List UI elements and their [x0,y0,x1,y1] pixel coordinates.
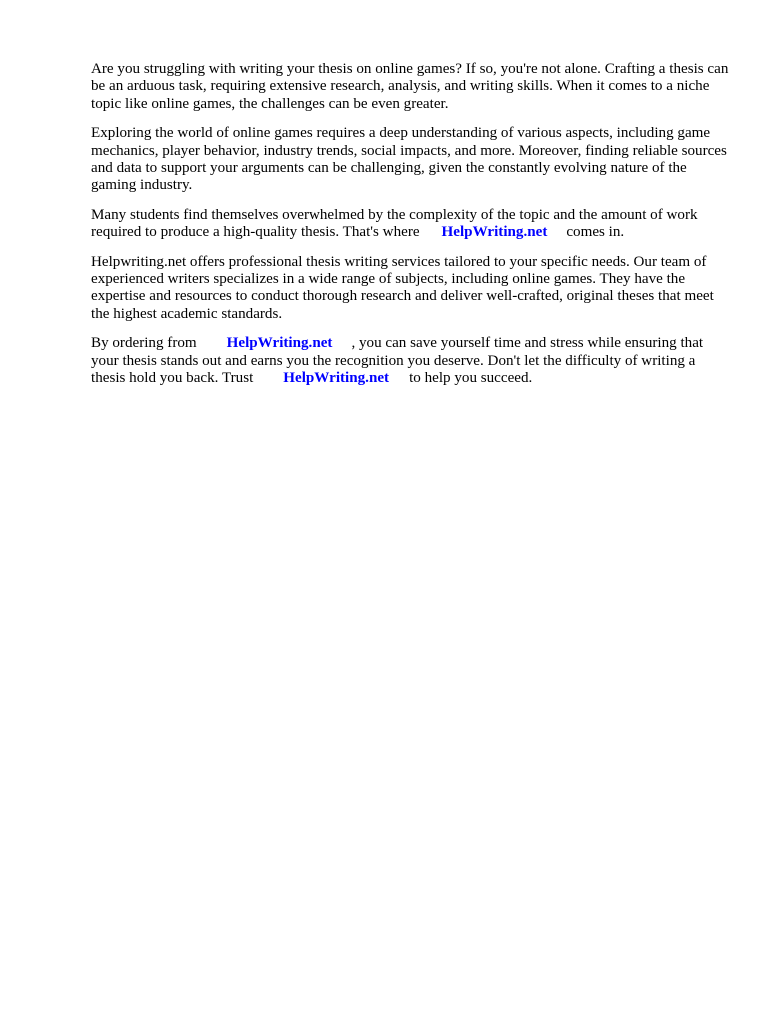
helpwriting-link[interactable]: HelpWriting.net [441,224,548,241]
document-body [91,61,731,400]
paragraph-exploring-text: Exploring the world of online games requires a deep understanding of various aspects, including game mechanics, player behavior, industry trends, social impacts, and more. Moreover, finding reliable sources and data to support your arguments can be challenging, given the constantly evolving nature of the gaming industry. [91,125,727,194]
paragraph-students-tail: comes in. [566,224,625,241]
paragraph-ordering [91,335,731,387]
paragraph-students [91,207,731,242]
paragraph-intro [91,61,731,113]
paragraph-ordering-middle: , you can save yourself time and stress while ensuring that your thesis stands out and earns you the recognition you deserve. Don't let the difficulty of writing a thesis hold you back. Trust [91,335,704,387]
paragraph-exploring [91,125,731,195]
paragraph-services-text: Helpwriting.net offers professional thesis writing services tailored to your specific needs. Our team of experienced writers specializes in a wide range of subjects, including online games. They have the expertise and resources to conduct thorough research and deliver well-crafted, original theses that meet the highest academic standards. [91,253,714,322]
helpwriting-link[interactable]: HelpWriting.net [283,370,390,387]
paragraph-services [91,254,731,324]
paragraph-students-text: Many students find themselves overwhelmed by the complexity of the topic and the amount of work required to produce a high-quality thesis. That's where [91,206,698,241]
paragraph-intro-text: Are you struggling with writing your thesis on online games? If so, you're not alone. Crafting a thesis can be an arduous task, requiring extensive research, analysis, and writing skills. When it comes to a niche topic like online games, the challenges can be even greater. [91,61,729,112]
helpwriting-link[interactable]: HelpWriting.net [226,335,333,352]
paragraph-ordering-tail: to help you succeed. [409,370,533,387]
paragraph-ordering-lead: By ordering from [91,335,197,352]
